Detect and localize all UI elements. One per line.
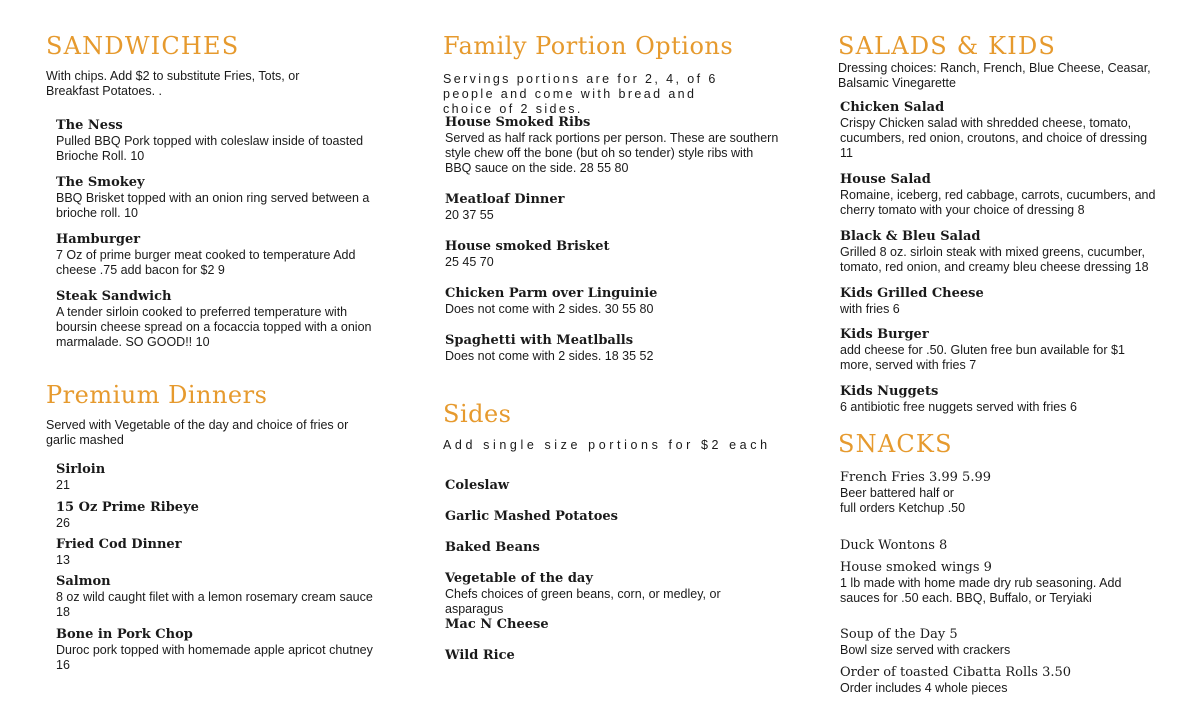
- menu-item: [46, 536, 376, 568]
- menu-item: [46, 626, 376, 673]
- menu-item: [838, 383, 1158, 415]
- item-desc: 13: [56, 553, 70, 567]
- item-desc: BBQ Brisket topped with an onion ring served between a brioche roll. 10: [56, 191, 370, 220]
- side-item: Wild Rice: [445, 648, 515, 663]
- item-desc: 6 antibiotic free nuggets served with fries 6: [840, 400, 1077, 414]
- menu-item: [838, 171, 1158, 218]
- item-desc: add cheese for .50. Gluten free bun available for $1 more, served with fries 7: [840, 343, 1125, 372]
- menu-item: [46, 499, 376, 531]
- item-desc: Romaine, iceberg, red cabbage, carrots, cucumbers, and cherry tomato with your choice of dressing 8: [840, 188, 1156, 217]
- salads-kids-heading: SALADS & KIDS: [838, 32, 1057, 60]
- menu-item: [46, 573, 376, 620]
- premium-dinners-intro: Served with Vegetable of the day and choice of fries or garlic mashed: [46, 418, 349, 447]
- item-name: Kids Nuggets: [840, 384, 939, 399]
- item-name: Sirloin: [56, 462, 106, 477]
- menu-item: [46, 231, 376, 278]
- side-item: [443, 570, 783, 617]
- item-desc: 7 Oz of prime burger meat cooked to temperature Add cheese .75 add bacon for $2 9: [56, 248, 356, 277]
- item-name: Chicken Parm over Linguinie: [445, 286, 658, 301]
- sides-heading: Sides: [443, 400, 512, 428]
- item-name: House Salad: [840, 172, 931, 187]
- item-name: Duck Wontons 8: [840, 538, 948, 553]
- menu-item: [838, 285, 1158, 317]
- item-desc: Beer battered half or full orders Ketchup .50: [840, 486, 966, 515]
- snack-item: [838, 537, 1158, 554]
- item-desc: Does not come with 2 sides. 30 55 80: [445, 302, 654, 316]
- sandwiches-intro: With chips. Add $2 to substitute Fries, Tots, or Breakfast Potatoes. .: [46, 69, 300, 98]
- item-name: The Smokey: [56, 175, 145, 190]
- salads-intro: Dressing choices: Ranch, French, Blue Cheese, Ceasar, Balsamic Vinegarette: [838, 61, 1151, 90]
- item-name: Black & Bleu Salad: [840, 229, 981, 244]
- item-desc: 20 37 55: [445, 208, 494, 222]
- menu-item: [46, 117, 376, 164]
- family-portion-intro: Servings portions are for 2, 4, of 6 people and come with bread and choice of 2 sides.: [443, 72, 718, 116]
- item-desc: Order includes 4 whole pieces: [840, 681, 1008, 695]
- item-desc: with fries 6: [840, 302, 900, 316]
- menu-item: [443, 114, 783, 176]
- item-name: Kids Grilled Cheese: [840, 286, 984, 301]
- menu-item: [443, 191, 783, 223]
- snack-item: [838, 626, 1158, 658]
- item-name: Bone in Pork Chop: [56, 627, 193, 642]
- menu-item: [443, 332, 783, 364]
- item-name: Vegetable of the day: [445, 571, 593, 586]
- snack-item: [838, 469, 1158, 516]
- item-name: Meatloaf Dinner: [445, 192, 565, 207]
- item-name: House smoked wings 9: [840, 560, 992, 575]
- item-desc: 26: [56, 516, 70, 530]
- snack-item: [838, 559, 1158, 606]
- item-desc: 1 lb made with home made dry rub seasoning. Add sauces for .50 each. BBQ, Buffalo, or Teryiaki: [840, 576, 1122, 605]
- menu-item: [443, 285, 783, 317]
- snacks-heading: SNACKS: [838, 430, 953, 458]
- item-desc: Bowl size served with crackers: [840, 643, 1011, 657]
- item-name: Soup of the Day 5: [840, 627, 958, 642]
- sandwiches-heading: SANDWICHES: [46, 32, 240, 60]
- item-name: Kids Burger: [840, 327, 929, 342]
- item-name: 15 Oz Prime Ribeye: [56, 500, 199, 515]
- item-name: French Fries 3.99 5.99: [840, 470, 991, 485]
- item-desc: Crispy Chicken salad with shredded cheese, tomato, cucumbers, red onion, croutons, and choice of dressing 11: [840, 116, 1148, 160]
- item-desc: 21: [56, 478, 70, 492]
- item-name: Fried Cod Dinner: [56, 537, 182, 552]
- item-desc: Served as half rack portions per person. These are southern style chew off the bone (but oh so tender) style ribs with BBQ sauce on the side. 28 55 80: [445, 131, 779, 175]
- premium-dinners-heading: Premium Dinners: [46, 381, 268, 409]
- item-name: Salmon: [56, 574, 111, 589]
- sides-intro: Add single size portions for $2 each: [443, 438, 771, 452]
- menu-item: [838, 326, 1158, 373]
- side-item: Mac N Cheese: [445, 617, 549, 632]
- menu-item: [838, 228, 1158, 275]
- item-desc: Does not come with 2 sides. 18 35 52: [445, 349, 654, 363]
- side-item: Coleslaw: [445, 478, 510, 493]
- item-desc: Grilled 8 oz. sirloin steak with mixed greens, cucumber, tomato, red onion, and creamy bleu cheese dressing 18: [840, 245, 1149, 274]
- item-name: Chicken Salad: [840, 100, 945, 115]
- menu-item: [46, 174, 376, 221]
- item-name: The Ness: [56, 118, 123, 133]
- item-desc: Chefs choices of green beans, corn, or medley, or asparagus: [445, 587, 721, 616]
- item-name: Steak Sandwich: [56, 289, 172, 304]
- item-name: House smoked Brisket: [445, 239, 610, 254]
- side-item: Garlic Mashed Potatoes: [445, 509, 618, 524]
- item-name: House Smoked Ribs: [445, 115, 591, 130]
- menu-item: [838, 99, 1158, 161]
- item-name: Spaghetti with Meatlballs: [445, 333, 634, 348]
- item-name: Hamburger: [56, 232, 141, 247]
- item-desc: Duroc pork topped with homemade apple apricot chutney 16: [56, 643, 373, 672]
- item-desc: Pulled BBQ Pork topped with coleslaw inside of toasted Brioche Roll. 10: [56, 134, 364, 163]
- menu-item: [46, 288, 376, 350]
- side-item: Baked Beans: [445, 540, 540, 555]
- family-portion-heading: Family Portion Options: [443, 32, 734, 60]
- item-desc: 8 oz wild caught filet with a lemon rosemary cream sauce 18: [56, 590, 373, 619]
- menu-item: [46, 461, 376, 493]
- item-desc: A tender sirloin cooked to preferred temperature with boursin cheese spread on a focaccia topped with a onion marmalade. SO GOOD!! 10: [56, 305, 372, 349]
- item-desc: 25 45 70: [445, 255, 494, 269]
- snack-item: [838, 664, 1158, 696]
- menu-item: [443, 238, 783, 270]
- item-name: Order of toasted Cibatta Rolls 3.50: [840, 665, 1072, 680]
